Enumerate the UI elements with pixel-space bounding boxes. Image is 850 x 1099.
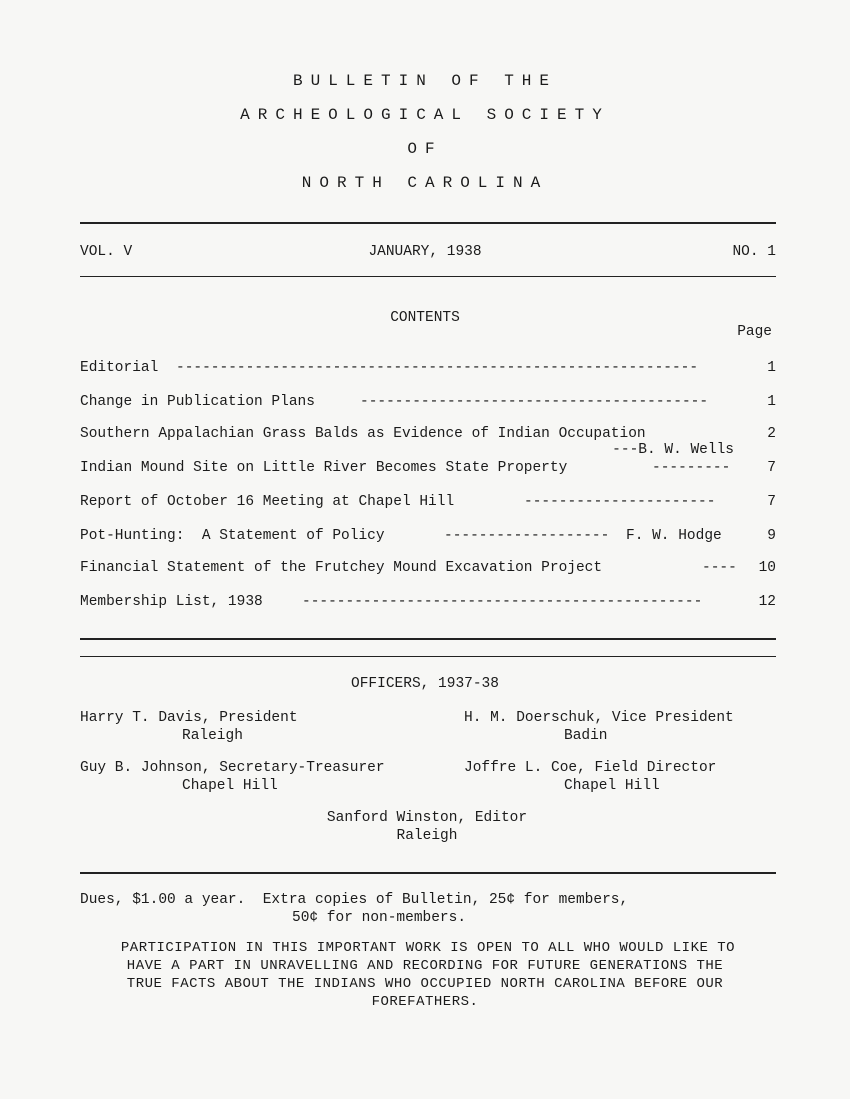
masthead-line-2: ARCHEOLOGICAL SOCIETY [240, 106, 610, 124]
toc-title: Change in Publication Plans [80, 394, 315, 410]
page-column-label: Page [737, 324, 772, 340]
masthead-line-4: NORTH CAROLINA [301, 174, 549, 192]
contents-heading: CONTENTS [390, 310, 460, 326]
officer-place: Chapel Hill [564, 778, 660, 794]
toc-author: ---B. W. Wells [612, 442, 734, 458]
issue-number: NO. 1 [732, 244, 776, 260]
toc-title: Pot-Hunting: A Statement of Policy [80, 528, 385, 544]
participation-line-2: HAVE A PART IN UNRAVELLING AND RECORDING FOR FUTURE GENERATIONS THE [126, 958, 724, 974]
editor-name-role: Sanford Winston, Editor [326, 810, 528, 826]
masthead-line-3: OF [407, 140, 443, 158]
officer-name-role: Guy B. Johnson, Secretary-Treasurer [80, 760, 385, 776]
officer-place: Raleigh [182, 728, 243, 744]
editor-place: Raleigh [396, 828, 458, 844]
issue-date: JANUARY, 1938 [368, 244, 482, 260]
rule-top [80, 222, 776, 224]
rule-after-contents [80, 638, 776, 640]
participation-line-3: TRUE FACTS ABOUT THE INDIANS WHO OCCUPIED NORTH CAROLINA BEFORE OUR [126, 976, 724, 992]
rule-before-officers [80, 656, 776, 657]
officer-place: Chapel Hill [182, 778, 278, 794]
toc-page: 1 [767, 394, 776, 410]
officer-name-role: H. M. Doerschuk, Vice President [464, 710, 734, 726]
toc-page: 7 [767, 494, 776, 510]
toc-title: Editorial [80, 360, 159, 376]
toc-page: 7 [767, 460, 776, 476]
dues-line-2: 50¢ for non-members. [292, 910, 467, 926]
dues-line-1: Dues, $1.00 a year. Extra copies of Bulletin, 25¢ for members, [80, 892, 629, 908]
bulletin-page: BULLETIN OF THE ARCHEOLOGICAL SOCIETY OF NORTH CAROLINA VOL. V JANUARY, 1938 NO. 1 CONTENTS Page Editorial ------------------------------------------------------------ 1 Change in Publication Plans ---------------------------------------- 1 Southern Appalachian Grass Balds as Evidence of Indian Occupation 2 ---B. W. Wells Indian Mound Site on Little River Becomes State Property --------- 7 Report of October 16 Meeting at Chapel Hill ---------------------- 7 Pot-Hunting: A Statement of Policy ------------------- F. W. Hodge 9 Financial Statement of the Frutchey Mound Excavation Project ---- 10 Membership List, 1938 ---------------------------------------------- 12 OFFICERS, 1937-38 Harry T. Davis, President Raleigh H. M. Doerschuk, Vice President Badin Guy B. Johnson, Secretary-Treasurer Chapel Hill Joffre L. Coe, Field Director Chapel Hill Sanford Winston, Editor Raleigh Dues, $1.00 a year. Extra copies of Bulletin, 25¢ for members, 50¢ for non-members. PARTICIPATION IN THIS IMPORTANT WORK IS OPEN TO ALL WHO WOULD LIKE TO HAVE A PART IN UNRAVELLING AND RECORDING FOR FUTURE GENERATIONS THE TRUE FACTS ABOUT THE INDIANS WHO OCCUPIED NORTH CAROLINA BEFORE OUR FOREFATHERS. [0, 0, 850, 1099]
toc-page: 2 [767, 426, 776, 442]
toc-title: Southern Appalachian Grass Balds as Evidence of Indian Occupation [80, 426, 646, 442]
participation-line-1: PARTICIPATION IN THIS IMPORTANT WORK IS OPEN TO ALL WHO WOULD LIKE TO [120, 940, 736, 956]
officer-name-role: Harry T. Davis, President [80, 710, 298, 726]
officer-place: Badin [564, 728, 608, 744]
toc-page: 9 [767, 528, 776, 544]
toc-title: Membership List, 1938 [80, 594, 263, 610]
toc-page: 1 [767, 360, 776, 376]
officers-heading: OFFICERS, 1937-38 [351, 676, 499, 692]
toc-page: 10 [758, 560, 776, 576]
rule-before-dues [80, 872, 776, 874]
rule-under-issue [80, 276, 776, 277]
participation-line-4: FOREFATHERS. [371, 994, 479, 1010]
toc-page: 12 [758, 594, 776, 610]
volume-label: VOL. V [80, 244, 133, 260]
toc-title: Indian Mound Site on Little River Becomes State Property [80, 460, 568, 476]
toc-title: Financial Statement of the Frutchey Mound Excavation Project [80, 560, 603, 576]
officer-name-role: Joffre L. Coe, Field Director [464, 760, 717, 776]
toc-author: F. W. Hodge [626, 528, 722, 544]
masthead-line-1: BULLETIN OF THE [292, 72, 558, 90]
toc-title: Report of October 16 Meeting at Chapel Hill [80, 494, 455, 510]
